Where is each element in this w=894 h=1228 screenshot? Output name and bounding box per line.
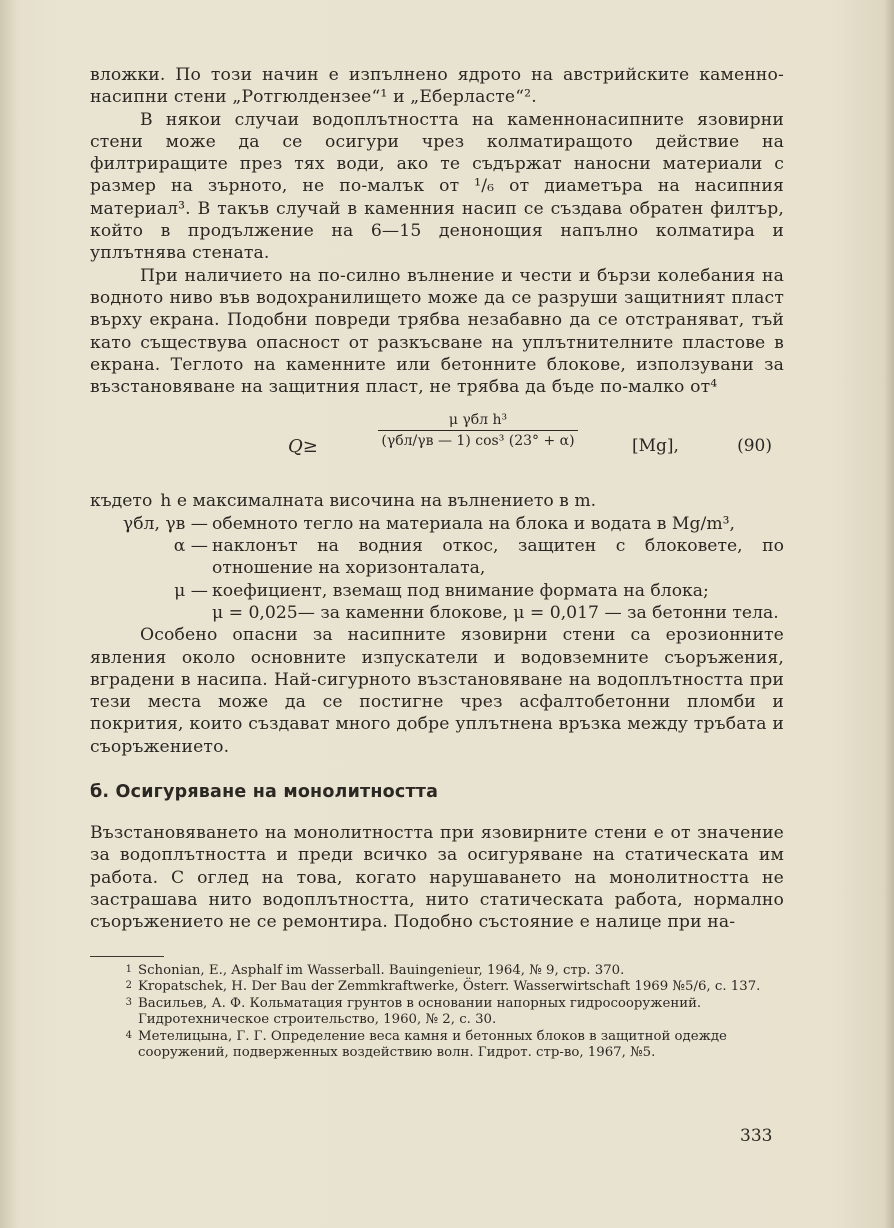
definition-row (90, 490, 784, 512)
footnote-number: 2 (125, 980, 132, 992)
paragraph-1: вложки. По този начин е изпълнено ядрото на австрийските каменно-насипни стени „Ротгюлдензее“¹ и „Еберласте“². (90, 65, 784, 108)
footnote-number: 1 (125, 963, 132, 975)
section-heading: б. Осигуряване на монолитността (90, 782, 439, 803)
definition-symbol: α — (173, 536, 208, 557)
definition-symbol: където (90, 491, 153, 512)
definition-row (90, 535, 784, 580)
page-number: 333 (740, 1126, 773, 1146)
definition-text: μ = 0,025— за каменни блокове, μ = 0,017 — за бетонни тела. (212, 602, 779, 623)
footnote (90, 1029, 784, 1062)
definition-text: h е максималната височина на вълнението в m. (160, 491, 597, 512)
formula-fraction (328, 412, 628, 449)
definition-text: наклонът на водния откос, защитен с блоковете, по отношение на хоризонталата, (212, 536, 784, 579)
footnote (90, 963, 784, 980)
footnote-text: Метелицына, Г. Г. Определение веса камня и бетонных блоков в защитной одежде сооружений, подверженных воздействию волн. Гидрот. стр-во, 1967, №5. (138, 1028, 727, 1061)
definition-text: обемното тегло на материала на блока и водата в Mg/m³, (212, 513, 735, 534)
paragraph-4: Особено опасни за насипните язовирни стени са ерозионните явления около основните изпускатели и водовземните съоръжения, вградени в насипа. Най-сигурното възстановяване на водоплътността при тези места може да се постигне чрез асфалтобетонни пломби и покрития, които създават много добре уплътнена връзка между тръбата и съоръжението. (90, 625, 784, 757)
footnote-text: Schonian, E., Asphalf im Wasserball. Bauingenieur, 1964, № 9, стр. 370. (138, 962, 625, 978)
footnote-text: Васильев, А. Ф. Кольматация грунтов в основании напорных гидросооружений. Гидротехническое строительство, 1960, № 2, с. 30. (138, 995, 702, 1028)
formula-unit: [Mg], (632, 436, 679, 457)
definition-row (90, 513, 784, 535)
footnote (90, 996, 784, 1029)
main-text (90, 64, 784, 1062)
definition-text: коефициент, вземащ под внимание формата на блока; (212, 580, 709, 601)
footnotes (90, 963, 784, 1063)
definition-symbol (90, 602, 212, 624)
formula-90 (90, 406, 784, 484)
formula-lhs: Q≥ (288, 436, 318, 458)
formula-denominator: (γбл/γв — 1) cos³ (23° + α) (381, 433, 575, 450)
footnote-number: 3 (125, 996, 132, 1008)
footnote (90, 979, 784, 996)
equation-number: (90) (737, 436, 772, 457)
paragraph-3: При наличието на по-силно вълнение и чести и бързи колебания на водното ниво във водохранилището може да се разруши защитният пласт върху екрана. Подобни повреди трябва незабавно да се отстраняват, тъй като съществува опасност от разкъсване на уплътнителните пластове в екрана. Теглото на каменните или бетонните блокове, използувани за възстановяване на защитния пласт, не трябва да бъде по-малко от⁴ (90, 265, 784, 398)
section-paragraph: Възстановяването на монолитността при язовирните стени е от значение за водоплътността и преди всичко за осигуряване на статическата им работа. С оглед на това, когато нарушаването на монолитността не застрашава нито водоплътността, нито статическата работа, нормално съоръжението не се ремонтира. Подобно състояние е налице при на- (90, 823, 784, 933)
formula-numerator: μ γбл h³ (448, 412, 508, 429)
footnote-text: Kropatschek, H. Der Bau der Zemmkraftwerke, Österr. Wasserwirtschaft 1969 №5/6, с. 137. (138, 979, 761, 995)
variable-definitions (90, 490, 784, 624)
footnote-divider (90, 956, 164, 957)
definition-symbol: γбл, γв — (122, 513, 208, 534)
paragraph-2: В някои случаи водоплътността на каменнонасипните язовирни стени може да се осигури чрез колматиращото действие на филтриращите през тях води, ако те съдържат наносни материали с размер на зърното, не по-малък от ¹/₆ от диаметъра на насипния материал³. В такъв случай в каменния насип се създава обратен филтър, който в продължение на 6—15 денонощия напълно колматира и уплътнява стената. (90, 109, 784, 264)
definition-row (90, 580, 784, 602)
definition-row (90, 602, 784, 624)
definition-symbol: μ — (174, 580, 208, 601)
footnote-number: 4 (125, 1029, 132, 1041)
